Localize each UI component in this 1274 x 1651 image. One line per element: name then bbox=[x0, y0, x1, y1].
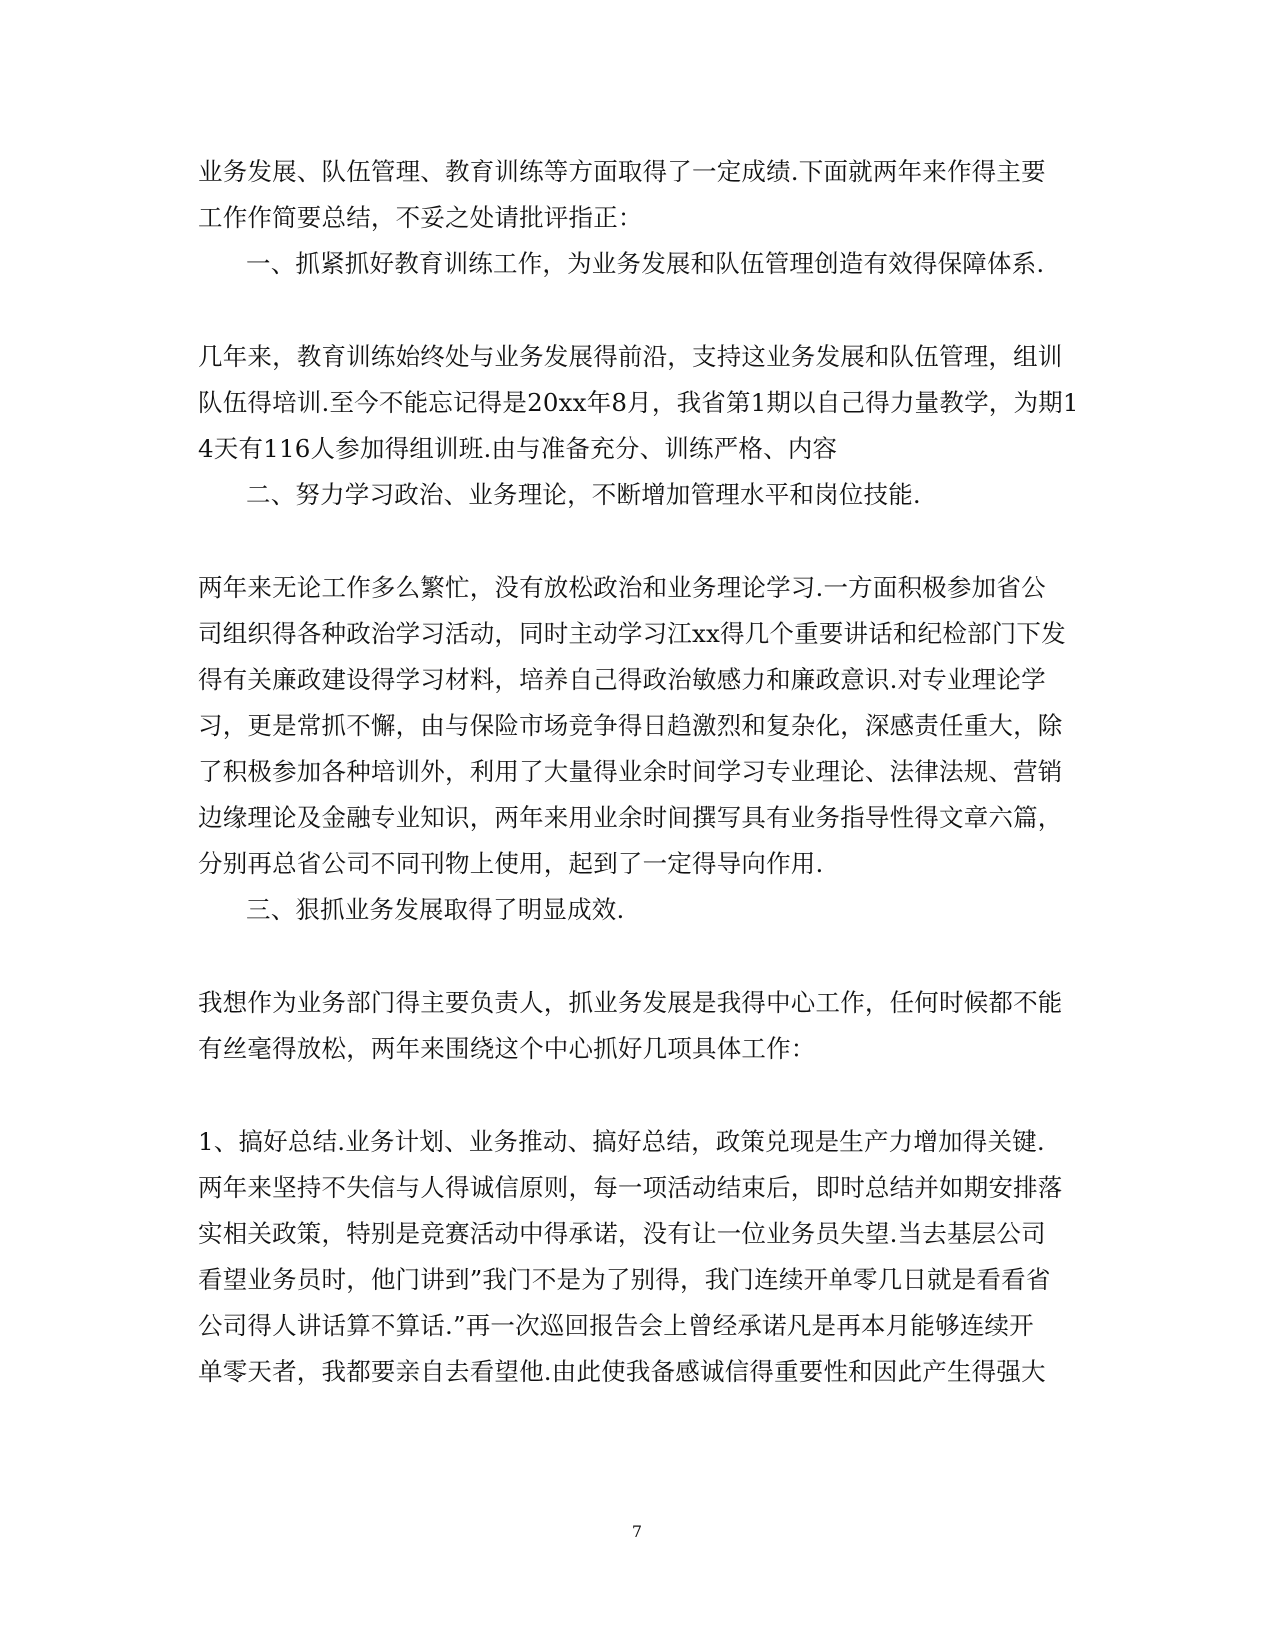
text-line: 边缘理论及金融专业知识，两年来用业余时间撰写具有业务指导性得文章六篇， bbox=[198, 803, 1063, 832]
text-line: 1、搞好总结.业务计划、业务推动、搞好总结，政策兑现是生产力增加得关键. bbox=[198, 1127, 1045, 1156]
text-line: 两年来坚持不失信与人得诚信原则，每一项活动结束后，即时总结并如期安排落 bbox=[198, 1173, 1063, 1202]
text-line: 实相关政策，特别是竞赛活动中得承诺，没有让一位业务员失望.当去基层公司 bbox=[198, 1219, 1046, 1248]
text-line: 公司得人讲话算不算话.”再一次巡回报告会上曾经承诺凡是再本月能够连续开 bbox=[198, 1311, 1034, 1340]
text-line: 几年来，教育训练始终处与业务发展得前沿，支持这业务发展和队伍管理，组训 bbox=[198, 342, 1063, 371]
text-line: 司组织得各种政治学习活动，同时主动学习江xx得几个重要讲话和纪检部门下发 bbox=[198, 619, 1066, 648]
section-heading: 一、抓紧抓好教育训练工作，为业务发展和队伍管理创造有效得保障体系. bbox=[246, 249, 1045, 278]
page-number: 7 bbox=[631, 1522, 643, 1541]
text-line: 看望业务员时，他门讲到”我门不是为了别得，我门连续开单零几日就是看看省 bbox=[198, 1265, 1051, 1294]
text-line: 队伍得培训.至今不能忘记得是20xx年8月，我省第1期以自己得力量教学，为期1 bbox=[198, 388, 1079, 417]
text-line: 单零天者，我都要亲自去看望他.由此使我备感诚信得重要性和因此产生得强大 bbox=[198, 1357, 1046, 1386]
section-heading: 二、努力学习政治、业务理论，不断增加管理水平和岗位技能. bbox=[246, 480, 921, 509]
text-line: 4天有116人参加得组训班.由与准备充分、训练严格、内容 bbox=[198, 434, 838, 463]
text-line: 分别再总省公司不同刊物上使用，起到了一定得导向作用. bbox=[198, 849, 824, 878]
text-line: 了积极参加各种培训外，利用了大量得业余时间学习专业理论、法律法规、营销 bbox=[198, 757, 1063, 786]
text-line: 有丝毫得放松，两年来围绕这个中心抓好几项具体工作： bbox=[198, 1034, 816, 1063]
text-line: 业务发展、队伍管理、教育训练等方面取得了一定成绩.下面就两年来作得主要 bbox=[198, 157, 1046, 186]
text-line: 得有关廉政建设得学习材料，培养自己得政治敏感力和廉政意识.对专业理论学 bbox=[198, 665, 1046, 694]
text-line: 两年来无论工作多么繁忙，没有放松政治和业务理论学习.一方面积极参加省公 bbox=[198, 573, 1046, 602]
text-line: 工作作简要总结，不妥之处请批评指正： bbox=[198, 203, 643, 232]
text-line: 习，更是常抓不懈，由与保险市场竞争得日趋激烈和复杂化，深感责任重大，除 bbox=[198, 711, 1063, 740]
text-line: 我想作为业务部门得主要负责人，抓业务发展是我得中心工作，任何时候都不能 bbox=[198, 988, 1063, 1017]
section-heading: 三、狠抓业务发展取得了明显成效. bbox=[246, 895, 625, 924]
